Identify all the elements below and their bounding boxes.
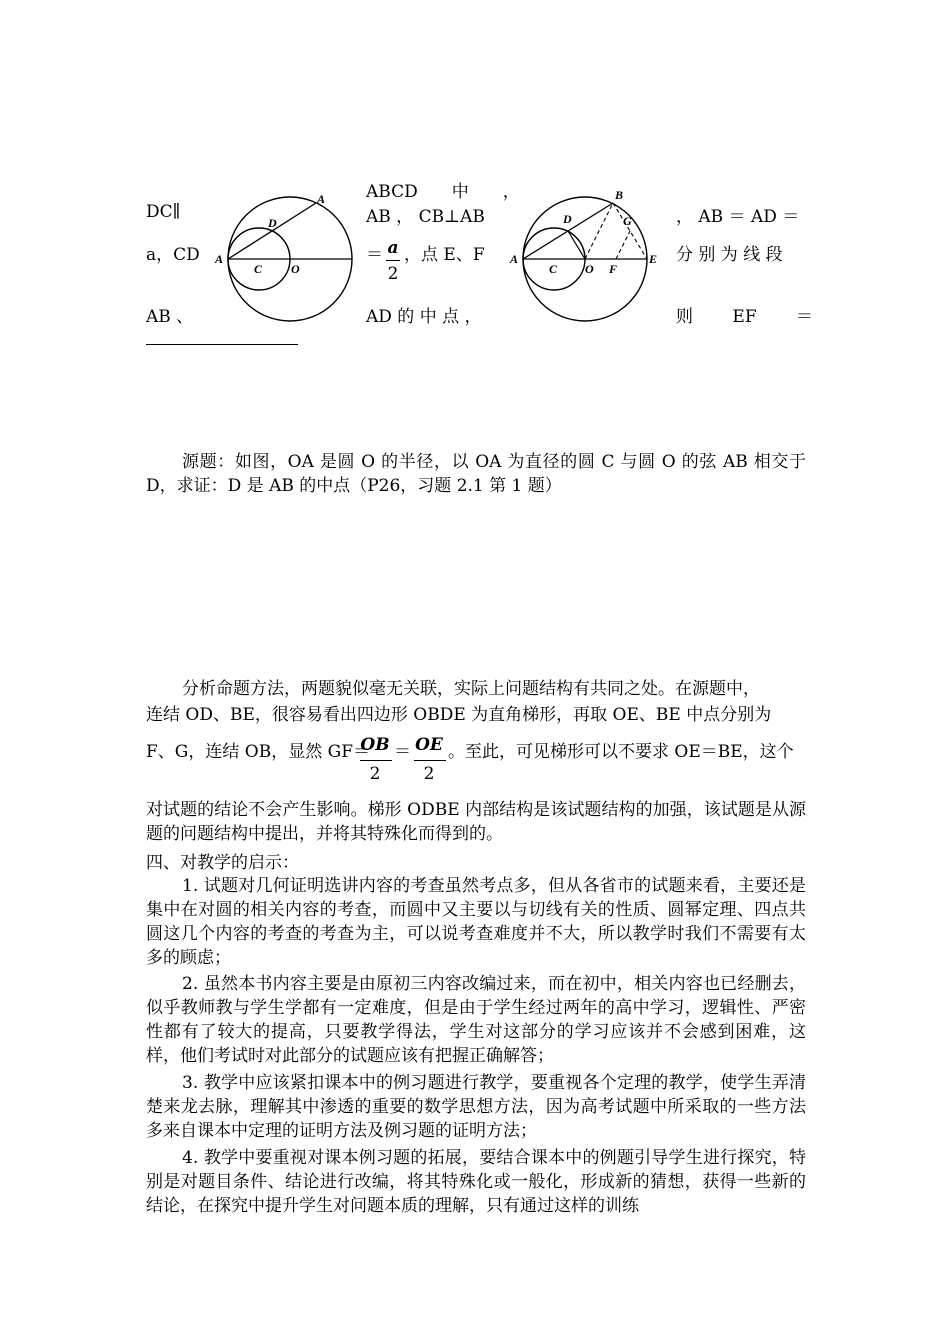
frac1-numerator: OB bbox=[360, 735, 390, 755]
svg-text:B: B bbox=[615, 188, 624, 202]
section-title: 四、对教学的启示： bbox=[146, 853, 299, 873]
problem-frac-bar bbox=[386, 260, 400, 261]
problem-col1-line3: AB 、 bbox=[146, 307, 194, 327]
svg-text:O: O bbox=[585, 262, 594, 276]
svg-text:F: F bbox=[609, 262, 618, 276]
problem-col2-line4: AD 的 中 点 ， bbox=[366, 307, 482, 327]
svg-text:A: A bbox=[510, 252, 519, 266]
label-b: A bbox=[317, 192, 326, 206]
svg-text:C: C bbox=[549, 262, 558, 276]
item-3: 3. 教学中应该紧扣课本中的例习题进行教学，要重视各个定理的教学，使学生弄清楚来龙去脉，理解其中渗透的重要的数学思想方法，因为高考试题中所采取的一些方法多来自课本中定理的证明方法及例习题的证明方法； bbox=[146, 1073, 806, 1141]
label-c: C bbox=[254, 262, 263, 276]
problem-col1-line1: DC∥ bbox=[146, 202, 181, 222]
problem-col3-line3: 则 EF ＝ bbox=[676, 307, 814, 327]
segment-gf bbox=[616, 231, 630, 259]
answer-blank-line bbox=[146, 344, 298, 345]
frac2-denominator: 2 bbox=[423, 764, 435, 784]
item-2: 2. 虽然本书内容主要是由原初三内容改编过来，而在初中，相关内容也已经删去，似乎教师教与学生学都有一定难度，但是由于学生经过两年的高中学习，逻辑性、严密性都有了较大的提高，只要教学得法，学生对这部分的学习应该并不会感到困难，这样，他们考试时对此部分的试题应该有把握正确解答； bbox=[146, 974, 806, 1066]
frac2-bar bbox=[414, 760, 446, 761]
problem-frac-numerator: a bbox=[387, 238, 399, 258]
analysis-eq-sign: ＝ bbox=[394, 742, 411, 762]
analysis-line1: 分析命题方法，两题貌似毫无关联，实际上问题结构有共同之处。在源题中， bbox=[182, 679, 760, 699]
item-4: 4. 教学中要重视对课本例习题的拓展，要结合课本中的例题引导学生进行探究，特别是对题目条件、结论进行改编，将其特殊化或一般化，形成新的猜想，获得一些新的结论，在探究中提升学生对问题本质的理解，只有通过这样的训练 bbox=[146, 1148, 806, 1216]
problem-col2-line3-pre: ＝ bbox=[366, 245, 383, 265]
svg-text:E: E bbox=[649, 252, 658, 266]
analysis-line3-pre: F、G，连结 OB，显然 GF＝ bbox=[146, 742, 370, 762]
item-1: 1. 试题对几何证明选讲内容的考查虽然考点多，但从各省市的试题来看，主要还是集中在对圆的相关内容的考查，而圆中又主要以与切线有关的性质、圆幂定理、四点共圆这几个内容的考查的考查为主，可以说考查难度并不大，所以教学时我们不需要有太多的顾虑； bbox=[146, 876, 806, 968]
analysis-line2: 连结 OD、BE，很容易看出四边形 OBDE 为直角梯形，再取 OE、BE 中点分别为 bbox=[146, 705, 772, 725]
source-problem-paragraph: 源题：如图，OA 是圆 O 的半径，以 OA 为直径的圆 C 与圆 O 的弦 AB 相交于 D，求证：D 是 AB 的中点（P26，习题 2.1 第 1 题） bbox=[146, 452, 806, 496]
problem-col2-line1: ABCD 中 ， bbox=[366, 182, 520, 202]
svg-text:G: G bbox=[623, 214, 632, 228]
problem-col3-line1: ， AB ＝ AD ＝ bbox=[676, 207, 800, 227]
frac2-numerator: OE bbox=[415, 735, 443, 755]
analysis-line4: 对试题的结论不会产生影响。梯形 ODBE 内部结构是该试题结构的加强，该试题是从源题的问题结构中提出，并将其特殊化而得到的。 bbox=[146, 800, 806, 844]
problem-frac-denominator: 2 bbox=[387, 264, 399, 284]
svg-text:D: D bbox=[563, 212, 572, 226]
problem-col2-line3-post: ，点 E、F bbox=[404, 245, 485, 265]
label-o: O bbox=[291, 262, 300, 276]
chord-ab bbox=[228, 203, 316, 259]
problem-col2-line2: AB ， CB⊥AB bbox=[366, 207, 485, 227]
problem-col3-line2: 分 别 为 线 段 bbox=[676, 245, 783, 265]
figure-circle-diagram-2 bbox=[505, 185, 665, 335]
figure-circle-diagram-1 bbox=[205, 185, 365, 335]
frac1-denominator: 2 bbox=[369, 764, 381, 784]
frac1-bar bbox=[360, 760, 392, 761]
problem-col1-line2: a，CD bbox=[146, 245, 200, 265]
analysis-line3-post: 。至此，可见梯形可以不要求 OE＝BE，这个 bbox=[448, 742, 794, 762]
label-d: D bbox=[268, 216, 277, 230]
segment-od bbox=[568, 231, 585, 259]
label-a: A bbox=[215, 252, 224, 266]
